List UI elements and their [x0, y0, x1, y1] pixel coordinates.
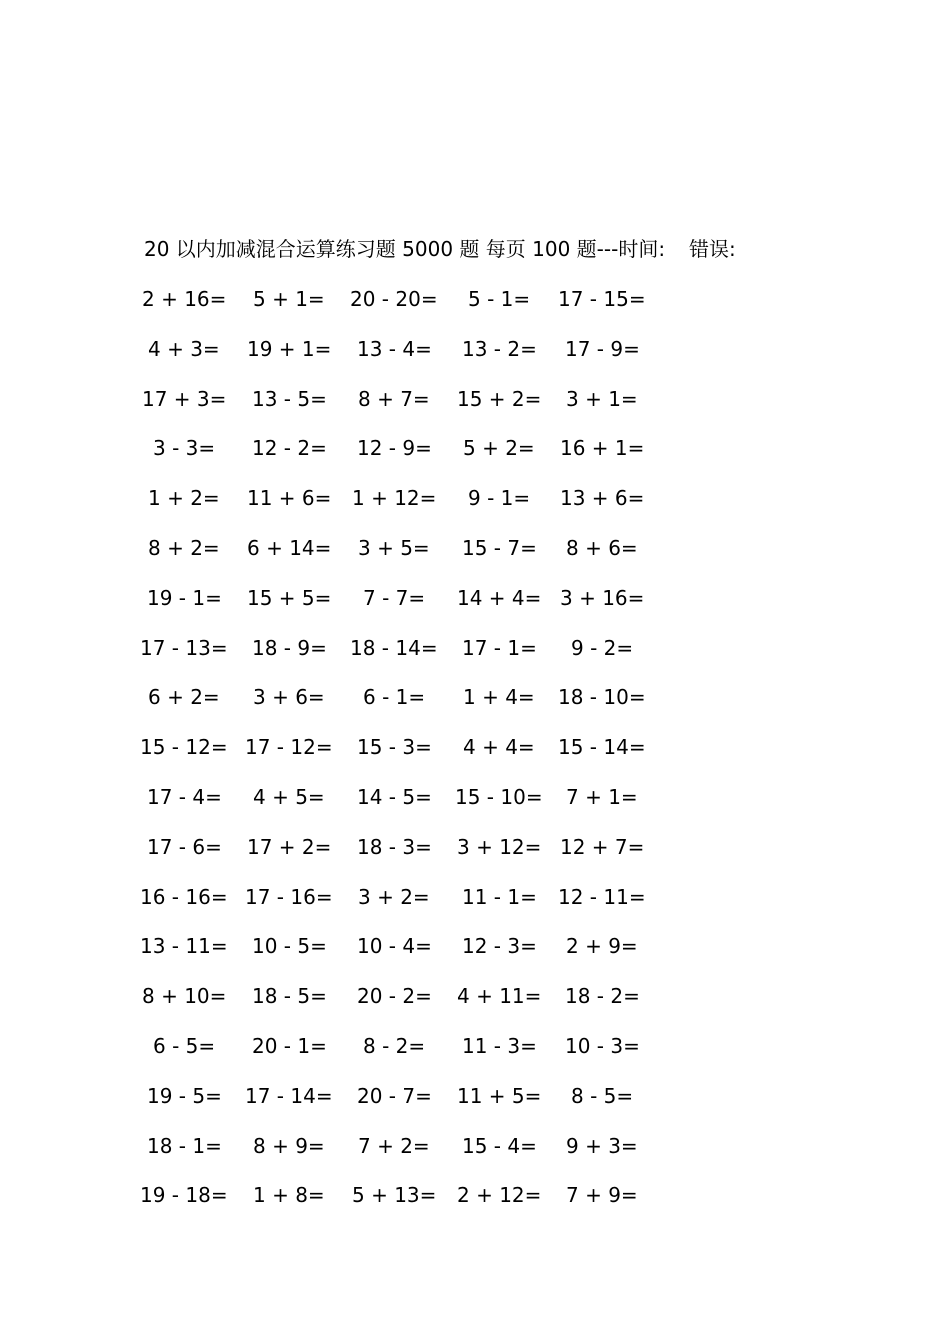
- problem-item: 15 - 10=: [455, 785, 543, 809]
- problem-item: 11 + 5=: [457, 1084, 542, 1108]
- problem-item: 7 + 1=: [566, 785, 638, 809]
- problem-item: 6 - 5=: [153, 1034, 216, 1058]
- problem-item: 1 + 2=: [148, 486, 220, 510]
- problem-item: 5 + 2=: [463, 436, 535, 460]
- worksheet-title: 20 以内加减混合运算练习题 5000 题 每页 100 题---时间:: [144, 237, 666, 261]
- problem-item: 18 - 9=: [252, 636, 327, 660]
- problem-item: 10 - 5=: [252, 934, 327, 958]
- problem-item: 1 + 12=: [352, 486, 437, 510]
- problem-item: 16 + 1=: [560, 436, 645, 460]
- problem-item: 15 - 14=: [558, 735, 646, 759]
- problem-item: 11 - 1=: [462, 885, 537, 909]
- problem-item: 18 - 10=: [558, 685, 646, 709]
- problem-item: 17 + 2=: [247, 835, 332, 859]
- problem-item: 2 + 16=: [142, 287, 227, 311]
- problem-item: 12 - 2=: [252, 436, 327, 460]
- problem-item: 15 + 5=: [247, 586, 332, 610]
- problem-item: 14 - 5=: [357, 785, 432, 809]
- problem-item: 18 - 2=: [565, 984, 640, 1008]
- problem-item: 17 - 14=: [245, 1084, 333, 1108]
- problem-item: 3 + 16=: [560, 586, 645, 610]
- problem-item: 5 - 1=: [468, 287, 531, 311]
- problem-item: 15 - 12=: [140, 735, 228, 759]
- problem-item: 17 - 16=: [245, 885, 333, 909]
- problem-item: 3 + 1=: [566, 387, 638, 411]
- problem-item: 20 - 2=: [357, 984, 432, 1008]
- problem-item: 13 + 6=: [560, 486, 645, 510]
- problem-item: 18 - 3=: [357, 835, 432, 859]
- problem-item: 2 + 9=: [566, 934, 638, 958]
- problem-item: 15 - 4=: [462, 1134, 537, 1158]
- problem-item: 12 - 3=: [462, 934, 537, 958]
- problem-item: 8 + 10=: [142, 984, 227, 1008]
- problem-item: 8 - 2=: [363, 1034, 426, 1058]
- problem-item: 14 + 4=: [457, 586, 542, 610]
- problem-item: 3 + 2=: [358, 885, 430, 909]
- problem-item: 19 - 5=: [147, 1084, 222, 1108]
- problem-item: 16 - 16=: [140, 885, 228, 909]
- problem-item: 4 + 4=: [463, 735, 535, 759]
- problem-item: 8 + 9=: [253, 1134, 325, 1158]
- problem-item: 12 - 9=: [357, 436, 432, 460]
- problem-item: 15 - 3=: [357, 735, 432, 759]
- problem-item: 5 + 13=: [352, 1183, 437, 1207]
- problem-item: 17 - 12=: [245, 735, 333, 759]
- problem-item: 1 + 4=: [463, 685, 535, 709]
- problem-item: 17 - 9=: [565, 337, 640, 361]
- problem-item: 2 + 12=: [457, 1183, 542, 1207]
- problem-item: 12 - 11=: [558, 885, 646, 909]
- problem-item: 13 - 5=: [252, 387, 327, 411]
- problem-item: 15 + 2=: [457, 387, 542, 411]
- problem-item: 10 - 4=: [357, 934, 432, 958]
- problem-item: 7 + 9=: [566, 1183, 638, 1207]
- problem-item: 11 + 6=: [247, 486, 332, 510]
- problem-item: 9 - 1=: [468, 486, 531, 510]
- problem-item: 13 - 11=: [140, 934, 228, 958]
- problem-item: 6 - 1=: [363, 685, 426, 709]
- problem-item: 6 + 14=: [247, 536, 332, 560]
- problem-item: 13 - 2=: [462, 337, 537, 361]
- problem-item: 7 - 7=: [363, 586, 426, 610]
- problem-item: 12 + 7=: [560, 835, 645, 859]
- problem-item: 18 - 5=: [252, 984, 327, 1008]
- problem-item: 9 - 2=: [571, 636, 634, 660]
- problem-item: 9 + 3=: [566, 1134, 638, 1158]
- problem-item: 17 - 1=: [462, 636, 537, 660]
- problem-item: 17 - 13=: [140, 636, 228, 660]
- problem-item: 17 - 6=: [147, 835, 222, 859]
- problem-item: 17 - 4=: [147, 785, 222, 809]
- problem-item: 18 - 14=: [350, 636, 438, 660]
- problem-item: 17 + 3=: [142, 387, 227, 411]
- problem-item: 1 + 8=: [253, 1183, 325, 1207]
- problem-item: 8 - 5=: [571, 1084, 634, 1108]
- problem-item: 19 - 1=: [147, 586, 222, 610]
- problem-item: 3 + 12=: [457, 835, 542, 859]
- problem-item: 4 + 11=: [457, 984, 542, 1008]
- problem-item: 3 - 3=: [153, 436, 216, 460]
- problem-item: 15 - 7=: [462, 536, 537, 560]
- problem-item: 18 - 1=: [147, 1134, 222, 1158]
- problem-item: 19 - 18=: [140, 1183, 228, 1207]
- problem-item: 20 - 1=: [252, 1034, 327, 1058]
- problem-item: 4 + 3=: [148, 337, 220, 361]
- problem-item: 8 + 6=: [566, 536, 638, 560]
- problem-item: 19 + 1=: [247, 337, 332, 361]
- problem-item: 6 + 2=: [148, 685, 220, 709]
- problem-item: 3 + 5=: [358, 536, 430, 560]
- problem-item: 5 + 1=: [253, 287, 325, 311]
- problem-item: 20 - 20=: [350, 287, 438, 311]
- problem-item: 8 + 7=: [358, 387, 430, 411]
- problem-item: 13 - 4=: [357, 337, 432, 361]
- problem-item: 7 + 2=: [358, 1134, 430, 1158]
- problem-item: 20 - 7=: [357, 1084, 432, 1108]
- problem-item: 4 + 5=: [253, 785, 325, 809]
- problem-item: 3 + 6=: [253, 685, 325, 709]
- error-count-label: 错误:: [689, 237, 736, 261]
- problem-item: 10 - 3=: [565, 1034, 640, 1058]
- problem-item: 11 - 3=: [462, 1034, 537, 1058]
- problem-item: 17 - 15=: [558, 287, 646, 311]
- problem-item: 8 + 2=: [148, 536, 220, 560]
